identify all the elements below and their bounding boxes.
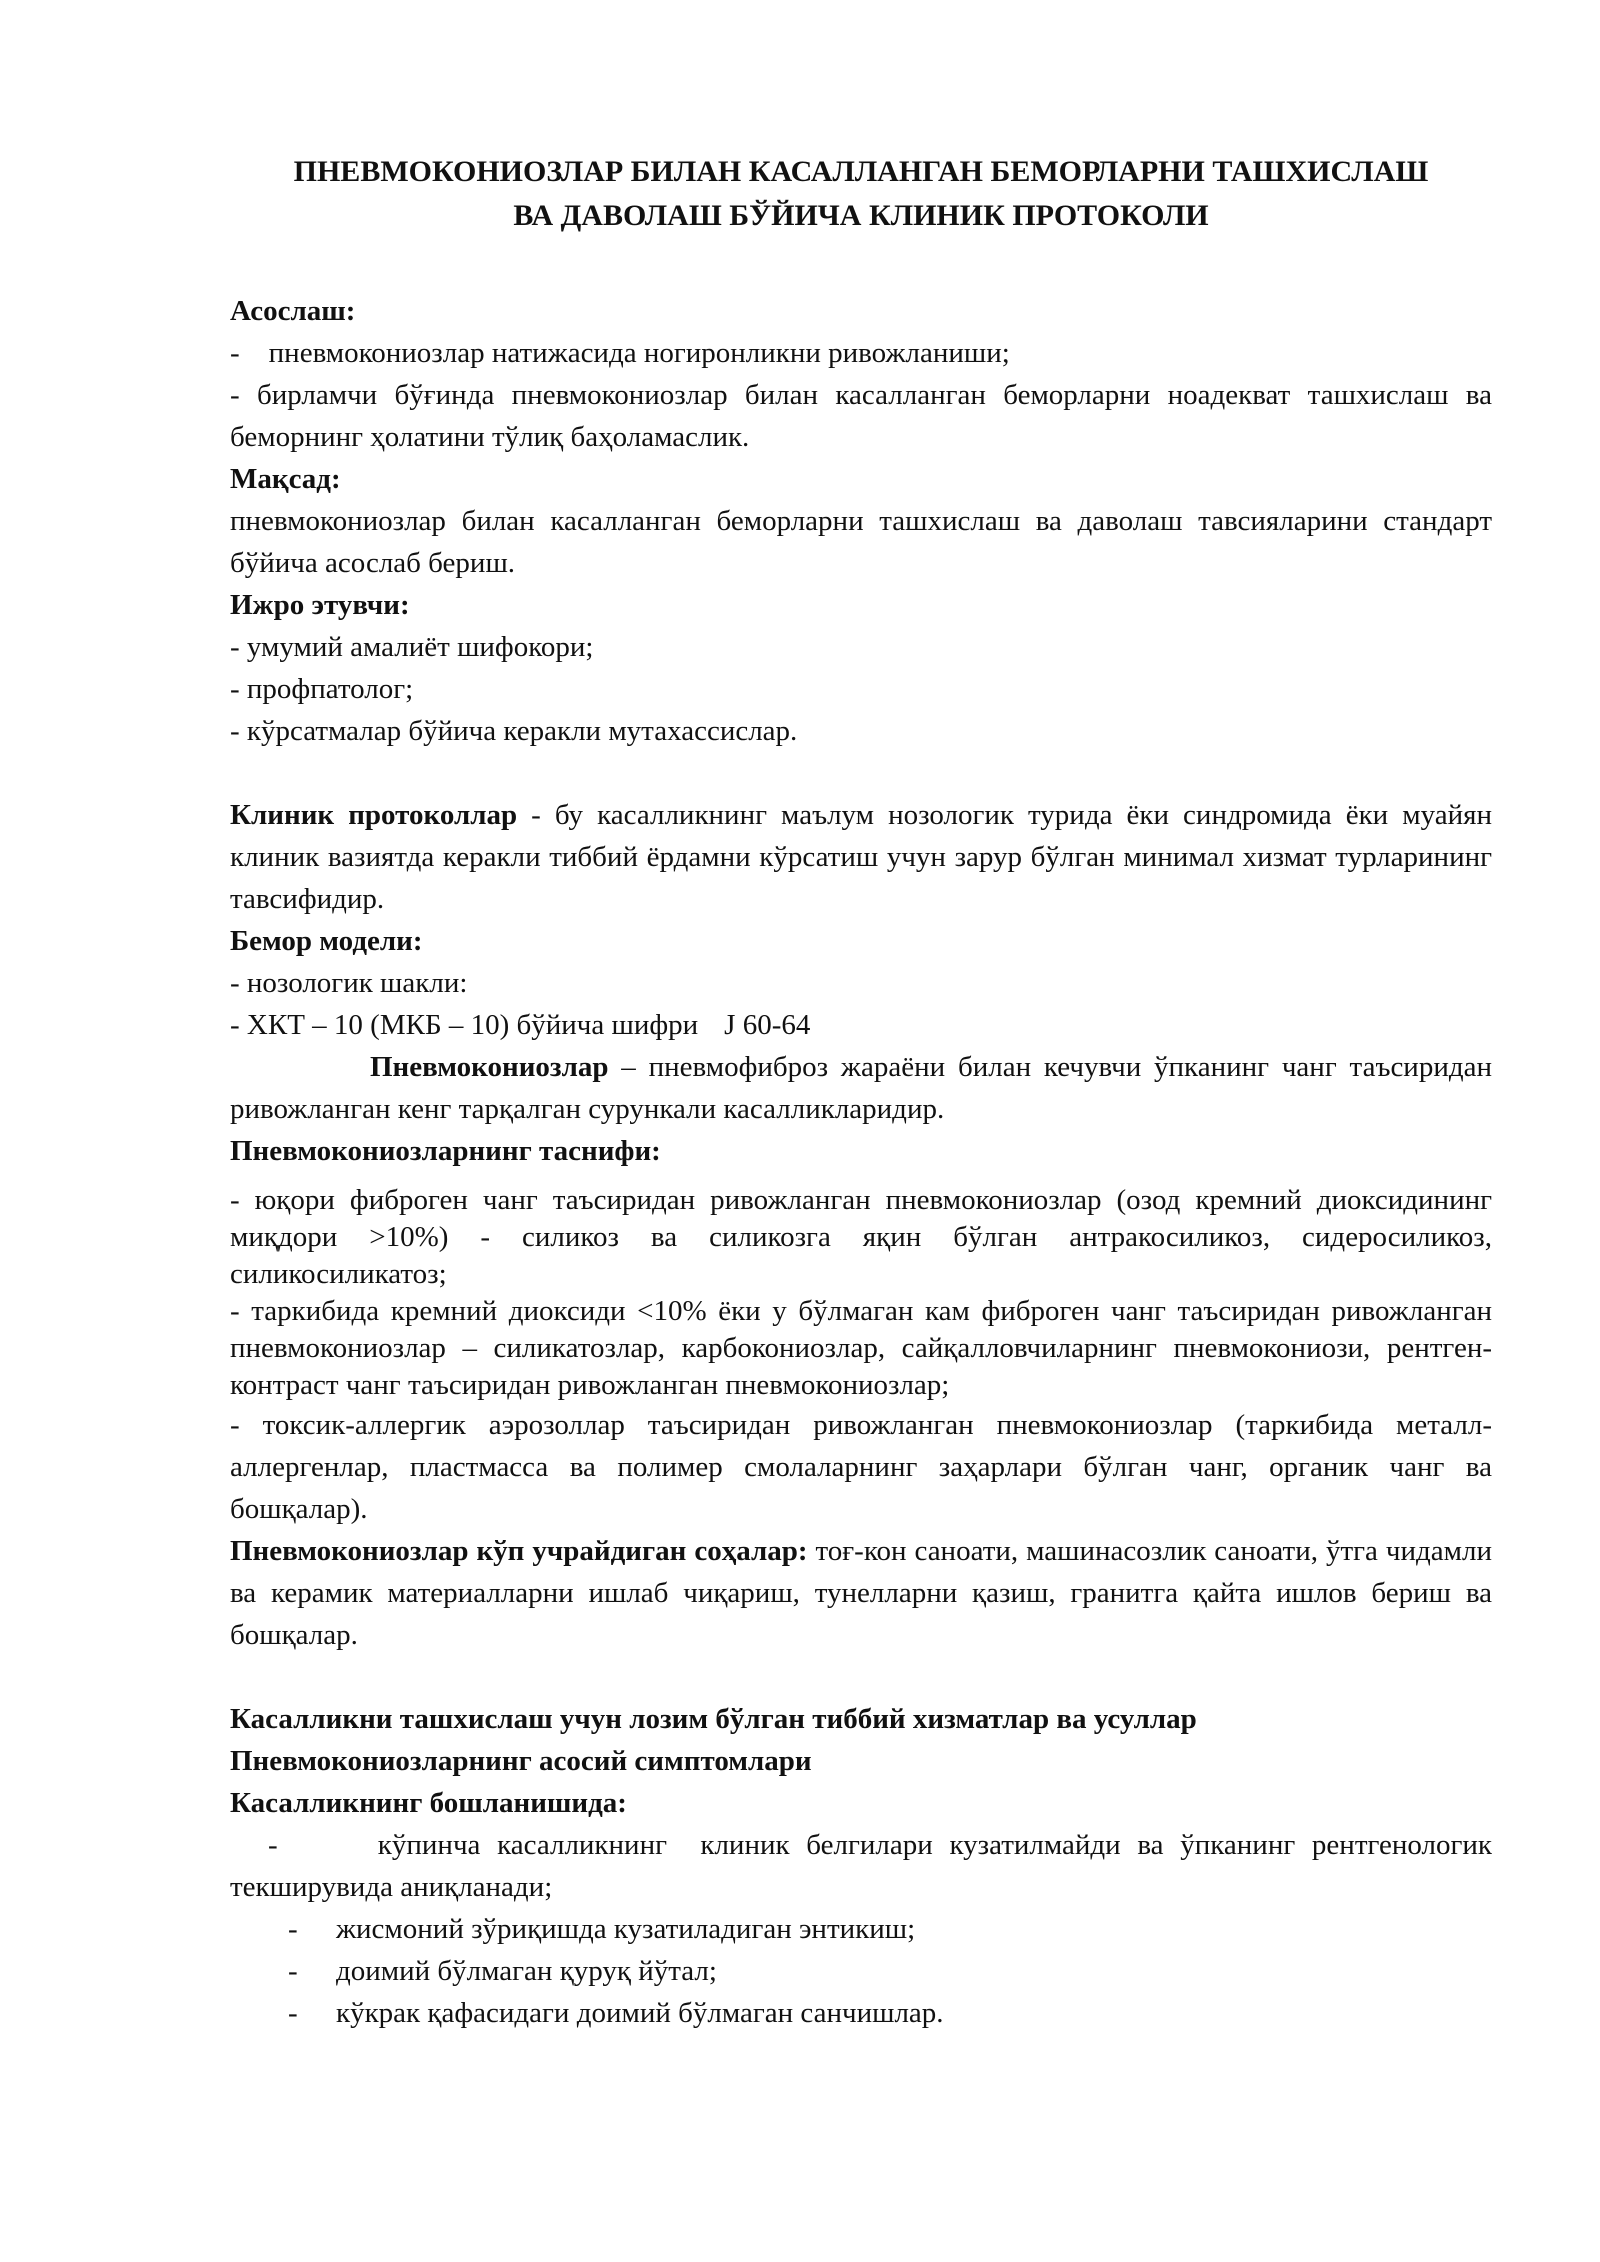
- klinik-paragraph: [230, 794, 1492, 920]
- bemor-item: - ХКТ – 10 (МКБ – 10) бўйича шифри: [230, 1009, 699, 1041]
- definition-text: – пневмофиброз жараёни билан кечувчи ўпканинг чанг таъсиридан ривожланган кенг тарқалган сурункали касалликларидир.: [230, 1051, 1492, 1125]
- bullet-dash: -: [288, 1955, 298, 1987]
- tasnif-heading: Пневмокониозларнинг таснифи:: [230, 1135, 661, 1167]
- bullet-dash: -: [288, 1997, 298, 2029]
- symptom-item: [230, 1908, 1492, 1950]
- title-line-1: ПНЕВМОКОНИОЗЛАР БИЛАН КАСАЛЛАНГАН БЕМОРЛАРНИ ТАШХИСЛАШ: [293, 155, 1429, 188]
- klinik-text: - бу касалликнинг маълум нозологик турида ёки синдромида ёки муайян клиник вазиятда керакли тиббий ёрдамни кўрсатиш учун зарур бўлган минимал хизмат турларининг тавсифидир.: [230, 799, 1492, 915]
- tasnif-item: - таркибида кремний диоксиди <10% ёки у бўлмаган кам фиброген чанг таъсиридан ривожланган пневмокониозлар – силикатозлар, карбокониозлар, сайқалловчиларнинг пневмокониози, рентген-контраст чанг таъсиридан ривожланган пневмокониозлар;: [230, 1295, 1492, 1401]
- title-line-2: ВА ДАВОЛАШ БЎЙИЧА КЛИНИК ПРОТОКОЛИ: [513, 199, 1209, 232]
- symptom-item: [230, 1950, 1492, 1992]
- ijro-item: - профпатолог;: [230, 673, 414, 705]
- onset-item: - кўпинча касалликнинг клиник белгилари кузатилмайди ва ўпканинг рентгенологик текширувида аниқланади;: [230, 1829, 1500, 1903]
- bemor-item: - нозологик шакли:: [230, 967, 468, 999]
- asoslash-item: - пневмокониозлар натижасида ногиронликни ривожланиши;: [230, 337, 1010, 369]
- bemor-heading: Бемор модели:: [230, 925, 423, 957]
- asoslash-heading: Асослаш:: [230, 295, 356, 327]
- icd-code: J 60-64: [724, 1009, 811, 1041]
- symptom-item: [230, 1992, 1492, 2034]
- tasnif-item: - токсик-аллергик аэрозоллар таъсиридан ривожланган пневмокониозлар (таркибида металл-аллергенлар, пластмасса ва полимер смолаларнинг заҳарлари бўлган чанг, органик чанг ва бошқалар).: [230, 1409, 1492, 1525]
- sohalar-paragraph: [230, 1530, 1492, 1656]
- ijro-item: - кўрсатмалар бўйича керакли мутахассислар.: [230, 715, 798, 747]
- sohalar-term: Пневмокониозлар кўп учрайдиган соҳалар:: [230, 1535, 808, 1567]
- definition-paragraph: [230, 1046, 1492, 1130]
- bemor-item-code-line: [230, 1004, 1492, 1046]
- maqsad-text: пневмокониозлар билан касалланган беморларни ташхислаш ва даволаш тавсияларини стандарт бўйича асослаб бериш.: [230, 505, 1492, 579]
- asoslash-item: - бирламчи бўғинда пневмокониозлар билан касалланган беморларни ноадекват ташхислаш ва беморнинг ҳолатини тўлиқ баҳоламаслик.: [230, 379, 1492, 453]
- ijro-item: - умумий амалиёт шифокори;: [230, 631, 594, 663]
- symptom-text: жисмоний зўриқишда кузатиладиган энтикиш;: [336, 1913, 916, 1945]
- ijro-heading: Ижро этувчи:: [230, 589, 410, 621]
- bullet-dash: -: [288, 1913, 298, 1945]
- spacer: [230, 1172, 1492, 1182]
- document-title: [230, 150, 1492, 238]
- tasnif-item: - юқори фиброген чанг таъсиридан ривожланган пневмокониозлар (озод кремний диоксидининг миқдори >10%) - силикоз ва силикозга яқин бўлган антракосиликоз, сидеросиликоз, силикосиликатоз;: [230, 1184, 1492, 1290]
- maqsad-heading: Мақсад:: [230, 463, 341, 495]
- document-body: [230, 150, 1500, 2034]
- sohalar-text: тоғ-кон саноати, машинасозлик саноати, ўтга чидамли ва керамик материалларни ишлаб чиқариш, тунелларни қазиш, гранитга қайта ишлов бериш ва бошқалар.: [230, 1535, 1492, 1651]
- spacer: [230, 752, 1492, 794]
- symptom-text: доимий бўлмаган қуруқ йўтал;: [336, 1955, 717, 1987]
- spacer: [230, 1656, 1492, 1698]
- onset-heading: Касалликнинг бошланишида:: [230, 1787, 627, 1819]
- diagnostics-heading: Касалликни ташхислаш учун лозим бўлган тиббий хизматлар ва усуллар: [230, 1703, 1197, 1735]
- definition-term: Пневмокониозлар: [370, 1051, 609, 1083]
- symptoms-heading: Пневмокониозларнинг асосий симптомлари: [230, 1745, 812, 1777]
- klinik-term: Клиник протоколлар: [230, 799, 518, 831]
- symptom-text: кўкрак қафасидаги доимий бўлмаган санчишлар.: [336, 1997, 944, 2029]
